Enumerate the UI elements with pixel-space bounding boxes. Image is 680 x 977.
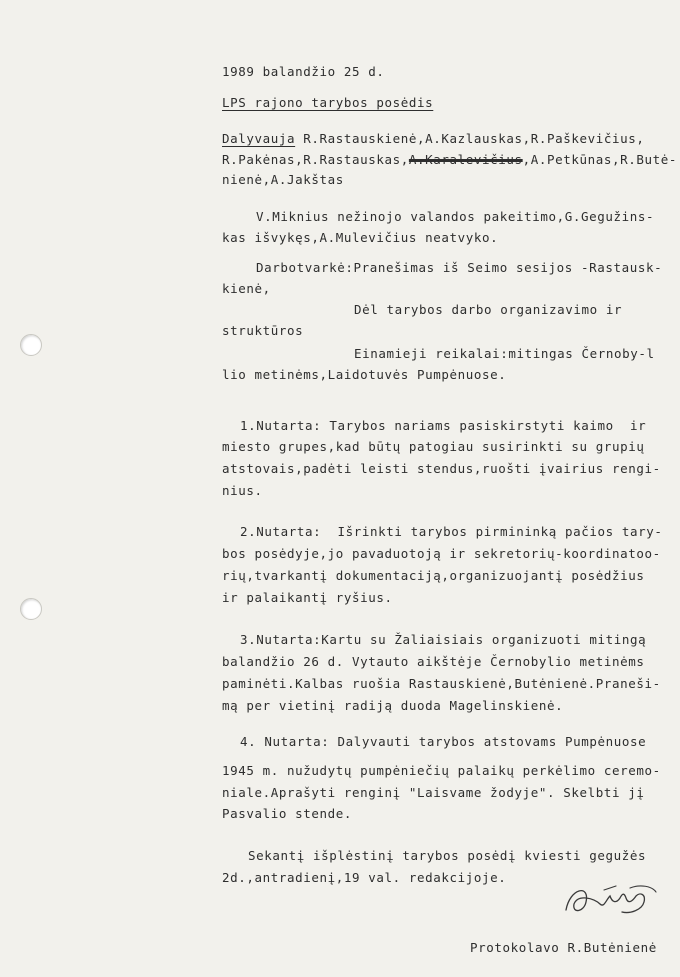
next-meeting-line-2: 2d.,antradienį,19 val. redakcijoje.	[222, 870, 507, 885]
resolution-2-line-3: rių,tvarkantį dokumentaciją,organizuojantį posėdžius	[222, 568, 645, 583]
resolution-4-line-2: 1945 m. nužudytų pumpėniečių palaikų perkėlimo ceremo-	[222, 763, 661, 778]
resolution-1-line-3: atstovais,padėti leisti stendus,ruošti įvairius rengi-	[222, 461, 661, 476]
resolution-3-line-2: balandžio 26 d. Vytauto aikštėje Černobylio metinėms	[222, 654, 645, 669]
attendees-label: Dalyvauja	[222, 131, 296, 146]
document-date: 1989 balandžio 25 d.	[222, 64, 385, 79]
agenda-line-1: Darbotvarkė:Pranešimas iš Seimo sesijos -Rastausk-	[256, 260, 663, 275]
attendees-line-2	[222, 152, 677, 168]
next-meeting-line-1: Sekantį išplėstinį tarybos posėdį kviesti gegužės	[248, 848, 647, 863]
document-title: LPS rajono tarybos posėdis	[222, 95, 434, 110]
absent-line-2: kas išvykęs,A.Mulevičius neatvyko.	[222, 230, 499, 245]
resolution-3-line-1: 3.Nutarta:Kartu su Žaliaisiais organizuoti mitingą	[240, 632, 647, 647]
absent-line-1: V.Miknius nežinojo valandos pakeitimo,G.Gegužins-	[256, 209, 655, 224]
agenda-line-6: lio metinėms,Laidotuvės Pumpėnuose.	[222, 367, 507, 382]
resolution-1-line-1: 1.Nutarta: Tarybos nariams pasiskirstyti kaimo ir	[240, 418, 647, 433]
attendees-names-2b: ,A.Petkūnas,R.Butė-	[522, 152, 678, 167]
resolution-1-line-2: miesto grupes,kad būtų patogiau susirinkti su grupių	[222, 439, 645, 454]
struck-name: A.Karalevičius	[408, 152, 523, 167]
agenda-line-2: kienė,	[222, 281, 271, 296]
resolution-2-line-2: bos posėdyje,jo pavaduotoją ir sekretorių-koordinatoo-	[222, 546, 661, 561]
resolution-4-line-3: niale.Aprašyti renginį "Laisvame žodyje". Skelbti jį	[222, 785, 645, 800]
resolution-2-line-4: ir palaikantį ryšius.	[222, 590, 393, 605]
punch-hole-bottom	[20, 598, 42, 620]
punch-hole-top	[20, 334, 42, 356]
attendees-line-1	[222, 131, 645, 147]
resolution-4-line-4: Pasvalio stende.	[222, 806, 353, 821]
attendees-names-1: R.Rastauskienė,A.Kazlauskas,R.Paškevičius,	[295, 131, 645, 146]
protocol-signature-line: Protokolavo R.Butėnienė	[470, 940, 657, 955]
resolution-1-line-4: nius.	[222, 483, 263, 498]
resolution-3-line-3: paminėti.Kalbas ruošia Rastauskienė,Butėnienė.Praneši-	[222, 676, 661, 691]
handwritten-signature	[560, 880, 660, 926]
attendees-line-3: nienė,A.Jakštas	[222, 172, 344, 187]
resolution-4-line-1: 4. Nutarta: Dalyvauti tarybos atstovams Pumpėnuose	[240, 734, 647, 749]
resolution-2-line-1: 2.Nutarta: Išrinkti tarybos pirmininką pačios tary-	[240, 524, 663, 539]
resolution-3-line-4: mą per vietinį radiją duoda Magelinskienė.	[222, 698, 564, 713]
agenda-line-3: Dėl tarybos darbo organizavimo ir	[354, 302, 623, 317]
attendees-names-2a: R.Pakėnas,R.Rastauskas,	[222, 152, 409, 167]
agenda-line-5: Einamieji reikalai:mitingas Černoby-l	[354, 346, 655, 361]
agenda-line-4: struktūros	[222, 323, 304, 338]
